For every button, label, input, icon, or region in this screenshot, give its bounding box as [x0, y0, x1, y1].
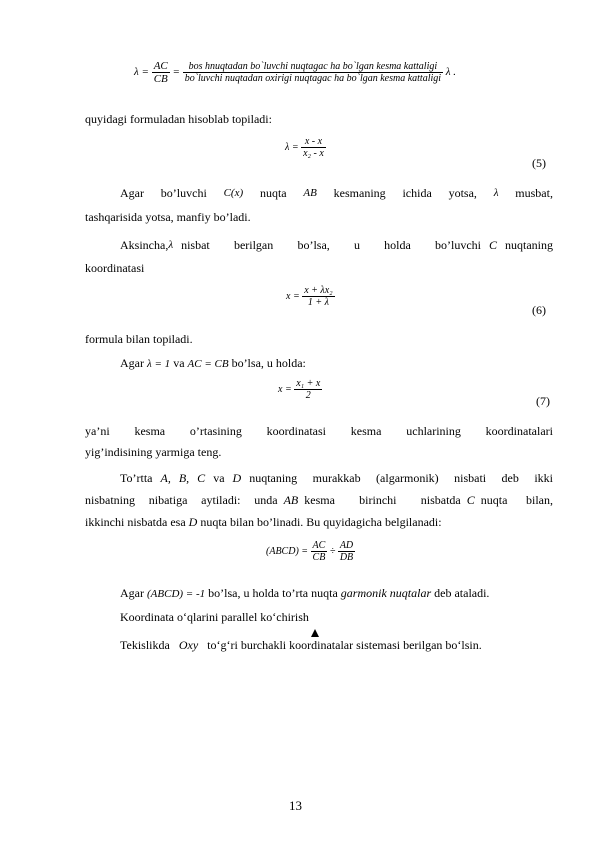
- cursor-arrow-icon: [311, 629, 319, 637]
- lambda-tail: λ .: [445, 66, 457, 79]
- word: Tekislikda: [120, 638, 170, 652]
- text-span: ikkinchi nisbatda esa: [85, 515, 186, 529]
- equation-number: (7): [536, 394, 550, 408]
- word: Agar: [120, 586, 144, 600]
- eq-fraction: [301, 136, 326, 159]
- math-cx: C(x): [223, 187, 244, 199]
- math-c: C: [488, 238, 497, 252]
- text-line: formula bilan topiladi.: [85, 332, 193, 346]
- frac-numerator: bos hnuqtadan bo`luvchi nuqtagac ha bo`lgan kesma kattaligi: [183, 61, 443, 73]
- text-span: nuqta bilan,: [480, 493, 553, 507]
- math-lambda-eq: λ = 1: [147, 358, 171, 370]
- math-lambda: λ: [168, 239, 174, 251]
- text-line: Koordinata o‘qlarini parallel ko‘chirish: [120, 610, 309, 624]
- text-line: ya’ni kesma o’rtasining koordinatasi kesma uchlarining koordinatalari: [85, 424, 553, 438]
- paragraph-line: [120, 584, 489, 603]
- text-span: nisbatning nibatiga aytiladi: unda: [85, 493, 278, 507]
- word: Agar: [120, 186, 144, 200]
- word: Agar: [120, 356, 144, 370]
- word: nuqta: [259, 186, 287, 200]
- text-span: kesma birinchi nisbatda: [304, 493, 461, 507]
- eq-fraction: [311, 540, 328, 563]
- paragraph-line: [120, 354, 306, 373]
- frac-numerator: AC: [312, 540, 326, 551]
- frac-denominator: bo`luvchi nuqtadan oxirigi nuqtagac ha bo`lgan kesma kattaligi: [184, 73, 442, 84]
- text-line: quyidagi formuladan hisoblab topiladi:: [85, 112, 272, 126]
- math-abcd: (ABCD) = -1: [147, 588, 206, 600]
- math-d: D: [232, 471, 242, 485]
- text-line: koordinatasi: [85, 261, 145, 275]
- math-ac-cb: AC = CB: [187, 358, 229, 370]
- text-span: nisbat berilgan bo’lsa, u holda bo’luvchi: [181, 238, 481, 252]
- frac-numerator: AC: [153, 60, 168, 72]
- equals-sign: =: [172, 66, 180, 79]
- equation-number: (5): [532, 156, 546, 170]
- word: To’rtta: [120, 471, 153, 485]
- frac-denominator: 1 + λ: [307, 297, 329, 308]
- frac-denominator: CB: [153, 73, 168, 85]
- paragraph-line: [120, 236, 553, 254]
- math-c: C: [466, 493, 475, 507]
- math-oxy: Oxy: [178, 638, 199, 652]
- frac-denominator: CB: [312, 552, 326, 563]
- frac-denominator: DB: [339, 552, 354, 563]
- frac-denominator: x₂ - x: [303, 148, 324, 159]
- equation-5: [285, 136, 326, 159]
- word: va: [173, 356, 185, 370]
- math-ab: AB: [283, 493, 299, 507]
- word: va: [213, 471, 225, 485]
- text-span: deb ataladi.: [434, 586, 490, 600]
- frac-numerator: AD: [339, 540, 354, 551]
- divide-sign: ÷: [329, 545, 336, 557]
- math-b: B,: [178, 471, 190, 485]
- word: musbat,: [515, 186, 553, 200]
- eq-fraction: [338, 540, 355, 563]
- word: Aksincha,: [120, 238, 169, 252]
- word: bo’luvchi: [160, 186, 207, 200]
- equation-number: (6): [532, 303, 546, 317]
- eq-fraction: [302, 285, 334, 308]
- emphasis-term: garmonik nuqtalar: [340, 586, 432, 600]
- text-span: bo’lsa, u holda to’rta nuqta: [208, 586, 338, 600]
- lambda-lhs: λ =: [134, 66, 149, 79]
- paragraph-line: [85, 491, 553, 509]
- paragraph-line: [120, 636, 482, 654]
- eq-lhs: x =: [286, 290, 300, 302]
- page-number: 13: [289, 798, 302, 813]
- word: yotsa,: [448, 186, 477, 200]
- frac-numerator: x - x: [301, 136, 326, 148]
- description-fraction: [183, 61, 443, 84]
- frac-numerator: x + λx₂: [304, 285, 333, 296]
- paragraph-line: [85, 513, 442, 531]
- eq-lhs: λ =: [285, 141, 299, 153]
- math-c: C: [197, 471, 206, 485]
- cross-ratio-formula: [266, 540, 355, 563]
- ac-cb-fraction: [152, 60, 170, 85]
- word: kesmaning: [333, 186, 386, 200]
- paragraph-line: [120, 469, 553, 487]
- eq-lhs: x =: [278, 383, 292, 395]
- eq-fraction: [294, 378, 322, 401]
- math-d: D: [188, 515, 198, 529]
- text-span: nuqtaning murakkab (algarmonik) nisbati deb ikki: [249, 471, 553, 485]
- frac-denominator: 2: [305, 390, 311, 401]
- equation-7: [278, 378, 322, 401]
- text-line: yig’indisining yarmiga teng.: [85, 445, 222, 459]
- text-line: tashqarisida yotsa, manfiy bo’ladi.: [85, 210, 251, 224]
- text-span: bo’lsa, u holda:: [231, 356, 306, 370]
- frac-numerator: x₁ + x: [296, 378, 321, 389]
- math-a: A,: [160, 471, 171, 485]
- text-span: nuqta bilan bo’linadi. Bu quyidagicha belgilanadi:: [200, 515, 442, 529]
- text-span: to‘g‘ri burchakli koordinatalar sistemasi berilgan bo‘lsin.: [207, 638, 482, 652]
- top-formula: [134, 60, 456, 85]
- eq-lhs: (ABCD) =: [266, 545, 309, 557]
- math-ab: AB: [303, 187, 317, 199]
- paragraph-line: [120, 184, 553, 202]
- word: ichida: [402, 186, 432, 200]
- equation-6: [286, 285, 335, 308]
- math-lambda: λ: [493, 187, 499, 199]
- word: nuqtaning: [505, 238, 553, 252]
